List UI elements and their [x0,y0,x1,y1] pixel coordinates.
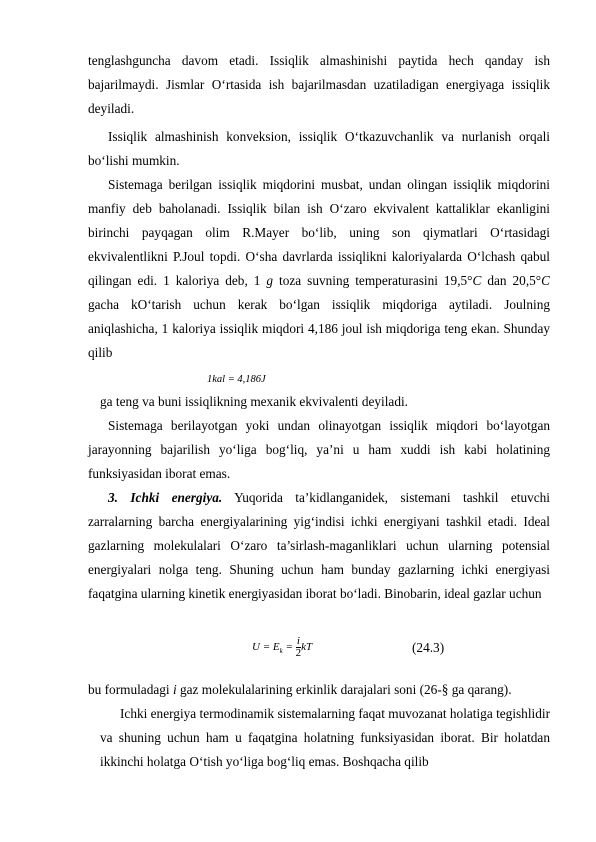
paragraph-heat-exchange-intro [88,49,550,121]
equation-24-3 [252,636,312,659]
equation-rhs: kT [301,641,313,654]
equation-equals: = [282,641,296,654]
unit-celsius: C [472,273,482,288]
paragraph-text: ga teng va buni issiqlikning mexanik ekvivalenti deyiladi. [100,394,408,409]
equation-number: (24.3) [412,640,445,655]
paragraph-internal-energy [88,486,550,606]
unit-gram: g [266,273,274,288]
paragraph-text: Ichki energiya termodinamik sistemalarning faqat muvozanat holatiga tegishlidir va shuning uchun ham u faqatgina holatning funksiyasidan iborat. Bir holatdan ikkinchi holatga O‘tish yo‘liga bog‘liq emas. Boshqacha qilib [100,706,550,769]
paragraph-heat-transfer-modes [88,125,550,173]
fraction-denominator: 2 [295,647,302,659]
paragraph-text: Yuqorida ta’kidlanganidek, sistemani tashkil etuvchi zarralarning barcha energiyalarining yig‘indisi ichki energiyani tashkil etadi. Ideal gazlarning molekulalari O‘zaro ta’sirlash-maganliklari uchun ularning potensial energiyalari nolga teng. Shuning uchun ham bunday gazlarning ichki energiyasi faqatgina ularning kinetik energiyasidan iborat bo‘ladi. Binobarin, ideal gazlar uchun [88,490,550,601]
paragraph-text: dan 20,5° [481,273,542,288]
paragraph-text: bu formuladagi [88,682,173,697]
variable-i: i [172,682,177,697]
paragraph-text: gaz molekulalarining erkinlik darajalari soni (26-§ ga qarang). [176,682,512,697]
equation-lhs: U = E [252,641,280,654]
section-heading: 3. Ichki energiya. [108,490,223,505]
paragraph-path-dependence [88,414,550,486]
equation-subscript: k [279,647,283,656]
paragraph-degrees-of-freedom [88,678,550,702]
paragraph-text: gacha kO‘tarish uchun kerak bo‘lgan issiqlik miqdoriga aytiladi. Joulning aniqlashicha, 1 kaloriya issiqlik miqdori 4,186 joul ish miqdoriga teng ekan. Shunday qilib [88,297,550,360]
paragraph-text: Issiqlik almashinish konveksion, issiqlik O‘tkazuvchanlik va nurlanish orqali bo‘lishi mumkin. [88,129,550,168]
unit-celsius: C [541,273,550,288]
paragraph-state-function [100,702,550,774]
paragraph-text: Sistemaga berilayotgan yoki undan olinayotgan issiqlik miqdori bo‘layotgan jarayonning bajarilish yo‘liga bog‘liq, ya’ni u ham xuddi ish kabi holatining funksiyasidan iborat emas. [88,418,550,481]
equation-calorie-joule: 1kal = 4,186J [207,374,266,385]
paragraph-text: toza suvning temperaturasini 19,5° [273,273,473,288]
paragraph-calorie-definition [88,173,550,365]
fraction-numerator: i [296,635,300,647]
paragraph-text: Sistemaga berilgan issiqlik miqdorini musbat, undan olingan issiqlik miqdorini manfiy deb baholanadi. Issiqlik bilan ish O‘zaro ekvivalent kattaliklar ekanligini birinchi payqagan olim R.Mayer bo‘lib, uning son qiymatlari O‘rtasidagi ekvivalentlikni P.Joul topdi. O‘sha davrlarda issiqlikni kaloriyalarda O‘lchash qabul qilingan edi. 1 kaloriya deb, 1 [88,177,550,288]
paragraph-text: tenglashguncha davom etadi. Issiqlik almashinishi paytida hech qanday ish bajarilmaydi. Jismlar O‘rtasida ish bajarilmasdan uzatiladigan energiyaga issiqlik deyiladi. [88,53,550,116]
paragraph-mechanical-equivalent [100,390,550,414]
